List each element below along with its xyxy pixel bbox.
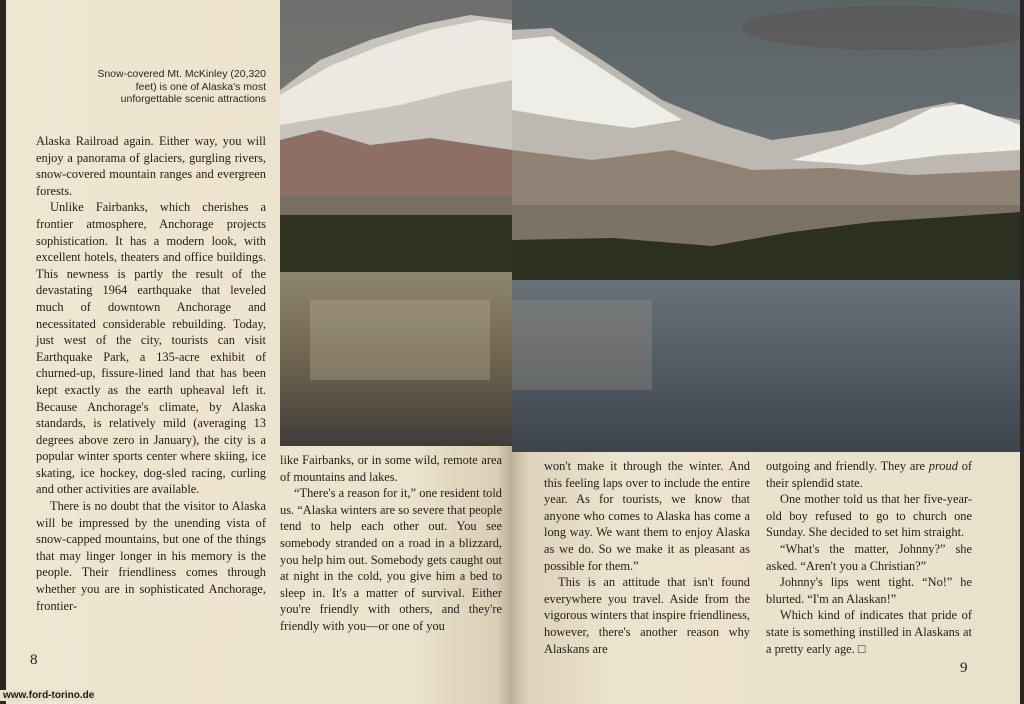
paragraph: There is no doubt that the visitor to Alaska will be impressed by the unending vista of snow-capped mountains, but one of the things that may linger longer in his memory is the people. Their friendliness comes through whether you are in sophisticated Anchorage, frontier- [36, 499, 266, 613]
paragraph: won't make it through the winter. And this feeling laps over to include the entire year. As for tourists, we know that anyone who comes to Alaska has come a long way. We want them to enjoy Alaska as we do. So we make it as pleasant as possible for them.” [544, 459, 750, 573]
paragraph: Alaska Railroad again. Either way, you will enjoy a panorama of glaciers, gurgling rivers, snow-covered mountain ranges and evergreen forests. [36, 134, 266, 198]
page-number-right: 9 [960, 660, 968, 676]
paragraph: “What's the matter, Johnny?” she asked. “Aren't you a Christian?” [766, 541, 972, 573]
mount-mckinley-photo-left [280, 0, 512, 446]
watermark: www.ford-torino.de [0, 690, 97, 701]
left-page [6, 0, 512, 704]
paragraph: Johnny's lips went tight. “No!” he blurted. “I'm an Alaskan!” [766, 575, 972, 606]
paragraph: outgoing and friendly. They are proud of their splendid state. [766, 459, 973, 490]
page-number-left: 8 [30, 652, 38, 668]
text-column-right-b [766, 458, 972, 657]
text-column-left [36, 133, 266, 614]
right-page [512, 0, 1020, 704]
text-column-middle [280, 452, 502, 635]
paragraph: Which kind of indicates that pride of state is something instilled in Alaskans at a pretty early age. □ [766, 608, 972, 656]
end-mark-icon: □ [857, 641, 866, 656]
text-column-right-a [544, 458, 750, 657]
paragraph: This is an attitude that isn't found everywhere you travel. Aside from the vigorous winters that inspire friendliness, however, there's another reason why Alaskans are [544, 575, 750, 656]
paragraph: One mother told us that her five-year-old boy refused to go to church one Sunday. She decided to set him straight. [766, 492, 972, 540]
paragraph: like Fairbanks, or in some wild, remote area of mountains and lakes. [280, 453, 502, 484]
emphasis-proud: proud [928, 459, 958, 473]
paragraph: Unlike Fairbanks, which cherishes a frontier atmosphere, Anchorage projects sophistication. It has a modern look, with excellent hotels, theaters and office buildings. This newness is partly the result of the devastating 1964 earthquake that leveled much of downtown Anchorage and necessitated considerable rebuilding. Today, just west of the city, tourists can visit Earthquake Park, a 135-acre exhibit of churned-up, fissure-lined land that has been kept exactly as the earth upheaval left it. Because Anchorage's climate, by Alaska standards, is relatively mild (averaging 13 degrees above zero in January), the city is a popular winter sports center where skiing, ice skating, ice hockey, dog-sled racing, curling and other activities are available. [36, 200, 266, 497]
photo-caption: Snow-covered Mt. McKinley (20,320 feet) is one of Alaska's most unforgettable scenic attractions [97, 68, 266, 105]
mount-mckinley-photo-right [512, 0, 1020, 452]
paragraph: “There's a reason for it,” one resident told us. “Alaska winters are so severe that people tend to help each other out. You see somebody stranded on a road in a blizzard, you help him out. Somebody gets caught out at night in the cold, you give him a bed to sleep in. It's a matter of survival. Either you're friendly with others, and they're friendly with you—or one of you [280, 486, 502, 633]
